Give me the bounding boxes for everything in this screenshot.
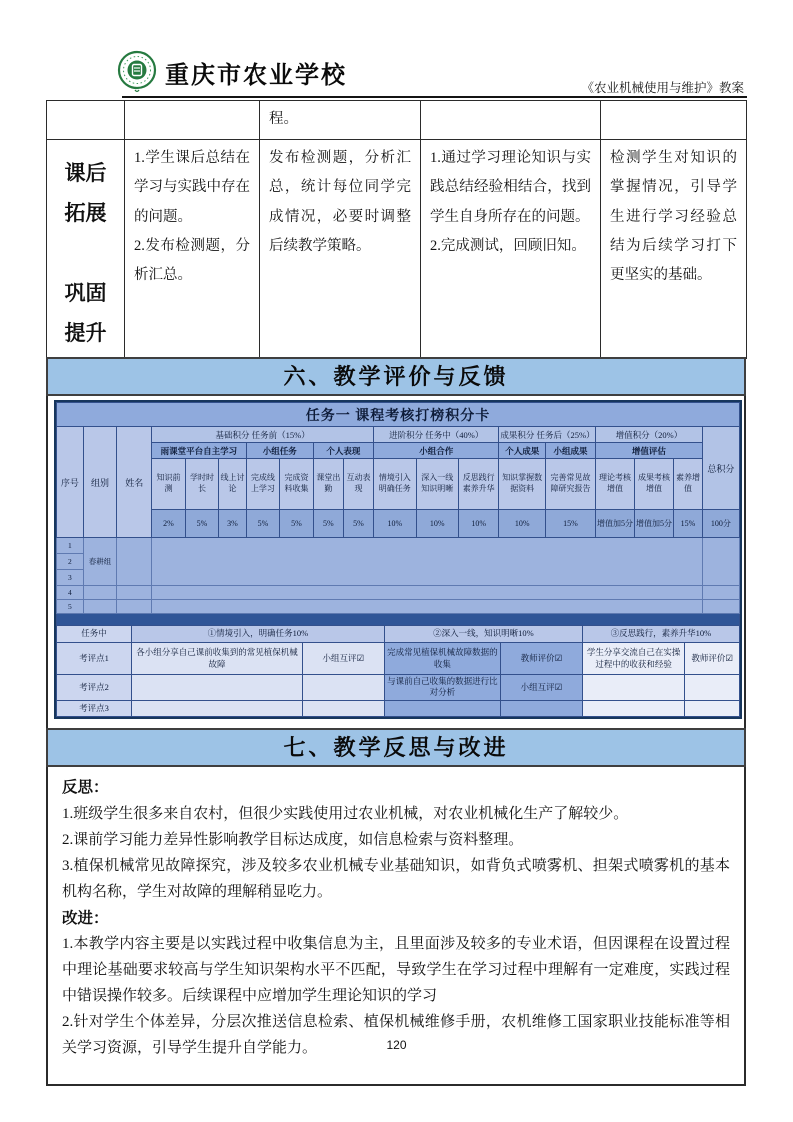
row-label-line: 拓展 — [64, 202, 107, 225]
empty-cell — [601, 101, 747, 140]
criteria-label: 深入一线知识明晰 — [416, 459, 458, 510]
table-row — [47, 140, 747, 359]
continuation-cell: 程。 — [260, 101, 421, 140]
total-cell — [702, 538, 739, 586]
assessment-evaluator — [685, 700, 740, 716]
group-header-basic: 基础积分 任务前（15%） — [152, 427, 374, 443]
criteria-weight: 增值加5分 — [595, 510, 634, 538]
school-name: 重庆市农业学校 — [165, 62, 347, 89]
page-content — [46, 100, 746, 1086]
row-label-line: 巩固 — [64, 282, 107, 305]
list-item: 2.完成测试，回顾旧知。 — [430, 237, 586, 254]
criteria-weight: 增值加5分 — [635, 510, 674, 538]
assessment-content — [582, 700, 684, 716]
col-header-total: 总积分 — [702, 427, 739, 510]
assessment-evaluator: 教师评价☑ — [500, 643, 582, 675]
assessment-content: 各小组分享自己课前收集到的常见植保机械故障 — [132, 643, 303, 675]
criteria-label: 线上讨论 — [219, 459, 246, 510]
group-name-cell — [83, 586, 117, 600]
criteria-weight: 2% — [152, 510, 186, 538]
sub-header: 增值评估 — [595, 443, 702, 459]
group-header-advanced: 进阶积分 任务中（40%） — [374, 427, 499, 443]
col-header-number: 序号 — [57, 427, 84, 538]
school-logo-icon — [116, 50, 158, 94]
sub-header: 个人成果 — [499, 443, 546, 459]
score-card-table — [56, 402, 740, 614]
assessment-point-row — [57, 700, 740, 716]
row-number: 3 — [57, 570, 84, 586]
assessment-points-table — [56, 625, 740, 717]
improve-item: 2.针对学生个体差异，分层次推送信息检索、植保机械维修手册，农机维修工国家职业技能标准等相关学习资源，引导学生提升自学能力。 — [62, 1014, 730, 1057]
teacher-activity-cell: 发布检测题，分析汇总，统计每位同学完成情况，必要时调整后续教学策略。 — [260, 140, 421, 359]
after-class-table — [46, 100, 747, 359]
assessment-evaluator: 小组互评☑ — [302, 643, 384, 675]
section-header-evaluation: 六、教学评价与反馈 — [46, 357, 746, 396]
assessment-evaluator — [302, 675, 384, 701]
criteria-label: 知识掌握数据资料 — [499, 459, 546, 510]
assessment-point-row — [57, 643, 740, 675]
criteria-label: 反思践行素养升华 — [458, 459, 498, 510]
row-label-gap — [56, 234, 115, 274]
phase-3: ③反思践行，素养升华10% — [582, 626, 739, 643]
reflect-item: 3.植保机械常见故障探究，涉及较多农业机械专业基础知识，如背负式喷雾机、担架式喷雾机的基本机构名称，学生对故障的理解稍显吃力。 — [62, 857, 730, 900]
score-card — [54, 400, 742, 719]
row-number: 5 — [57, 600, 84, 614]
student-activities-cell — [125, 140, 260, 359]
total-cell — [702, 586, 739, 600]
name-cell — [117, 538, 152, 586]
assessment-content: 学生分享交流自己在实操过程中的收获和经验 — [582, 643, 684, 675]
criteria-label: 完成线上学习 — [246, 459, 280, 510]
student-row — [57, 586, 740, 600]
card-divider-band — [56, 614, 740, 625]
assessment-content — [384, 700, 500, 716]
criteria-label: 课堂出勤 — [313, 459, 343, 510]
row-label-after-class — [47, 140, 125, 359]
criteria-label-row — [57, 459, 740, 510]
criteria-label: 理论考核增值 — [595, 459, 634, 510]
assessment-content: 与课前自己收集的数据进行比对分析 — [384, 675, 500, 701]
improve-item: 1.本教学内容主要是以实践过程中收集信息为主，且里面涉及较多的专业术语，但因课程在设置过程中理论基础要求较高与学生知识架构水平不匹配，导致学生在学习过程中理解有一定难度，实践过程中错误操作较多。后续课程中应增加学生理论知识的学习 — [62, 936, 730, 1005]
score-cells — [152, 538, 703, 586]
criteria-label: 素养增值 — [674, 459, 703, 510]
criteria-label: 互动表现 — [343, 459, 373, 510]
criteria-weight: 10% — [374, 510, 416, 538]
criteria-weight: 10% — [499, 510, 546, 538]
score-cells — [152, 600, 703, 614]
task-phase-label: 任务中 — [57, 626, 132, 643]
criteria-label: 知识前测 — [152, 459, 186, 510]
reflect-label: 反思： — [62, 778, 109, 796]
assessment-evaluator: 教师评价☑ — [685, 643, 740, 675]
evaluation-section-body — [46, 396, 746, 730]
group-name-cell: 春耕组 — [83, 538, 117, 586]
sub-header: 小组合作 — [374, 443, 499, 459]
criteria-weight: 5% — [313, 510, 343, 538]
reflect-item: 2.课前学习能力差异性影响教学目标达成度，如信息检索与资料整理。 — [62, 831, 524, 848]
sub-header: 小组成果 — [545, 443, 595, 459]
name-cell — [117, 600, 152, 614]
sub-header: 小组任务 — [246, 443, 313, 459]
score-cells — [152, 586, 703, 600]
col-header-name: 姓名 — [117, 427, 152, 538]
name-cell — [117, 586, 152, 600]
assessment-content: 完成常见植保机械故障数据的收集 — [384, 643, 500, 675]
document-title: 《农业机械使用与维护》教案 — [581, 81, 744, 95]
assessment-point-label: 考评点3 — [57, 700, 132, 716]
criteria-label: 完善常见故障研究报告 — [545, 459, 595, 510]
assessment-evaluator — [302, 700, 384, 716]
assessment-evaluator: 小组互评☑ — [500, 675, 582, 701]
criteria-label: 学时时长 — [185, 459, 219, 510]
task-phase-row — [57, 626, 740, 643]
criteria-weight: 3% — [219, 510, 246, 538]
list-item: 2.发布检测题，分析汇总。 — [134, 237, 250, 284]
list-item: 1.通过学习理论知识与实践总结经验相结合，找到学生自身所存在的问题。 — [430, 150, 591, 225]
sub-header: 雨课堂平台自主学习 — [152, 443, 246, 459]
sub-header-row — [57, 443, 740, 459]
empty-cell — [421, 101, 601, 140]
criteria-weight: 5% — [280, 510, 314, 538]
weight-row — [57, 510, 740, 538]
group-name-cell — [83, 600, 117, 614]
criteria-weight: 10% — [458, 510, 498, 538]
criteria-weight: 15% — [674, 510, 703, 538]
assessment-evaluator — [500, 700, 582, 716]
row-number: 4 — [57, 586, 84, 600]
row-label-line: 提升 — [64, 322, 107, 345]
phase-2: ②深入一线，知识明晰10% — [384, 626, 582, 643]
design-intent-cell: 检测学生对知识的掌握情况，引导学生进行学习经验总结为后续学习打下更坚实的基础。 — [601, 140, 747, 359]
criteria-weight: 5% — [185, 510, 219, 538]
empty-cell — [125, 101, 260, 140]
criteria-weight: 10% — [416, 510, 458, 538]
header-divider-line — [122, 96, 747, 98]
assessment-point-label: 考评点1 — [57, 643, 132, 675]
assessment-content — [132, 675, 303, 701]
total-cell — [702, 600, 739, 614]
criteria-label: 完成资料收集 — [280, 459, 314, 510]
score-card-title: 任务一 课程考核打榜积分卡 — [57, 403, 740, 427]
criteria-weight: 5% — [343, 510, 373, 538]
col-header-group: 组别 — [83, 427, 117, 538]
group-header-result: 成果积分 任务后（25%） — [499, 427, 596, 443]
assessment-content — [582, 675, 684, 701]
criteria-label: 情境引入明确任务 — [374, 459, 416, 510]
reflect-item: 1.班级学生很多来自农村，但很少实践使用过农业机械，对农业机械化生产了解较少。 — [62, 805, 629, 822]
criteria-weight: 5% — [246, 510, 280, 538]
page-number: 120 — [386, 1038, 407, 1052]
section-header-reflection: 七、教学反思与改进 — [46, 728, 746, 767]
total-value: 100分 — [702, 510, 739, 538]
page-header — [0, 0, 793, 100]
assessment-evaluator — [685, 675, 740, 701]
phase-1: ①情境引入，明确任务10% — [132, 626, 385, 643]
assessment-point-row — [57, 675, 740, 701]
row-number: 2 — [57, 554, 84, 570]
list-item: 1.学生课后总结在学习与实践中存在的问题。 — [134, 150, 250, 225]
empty-cell — [47, 101, 125, 140]
assessment-content — [132, 700, 303, 716]
row-number: 1 — [57, 538, 84, 554]
row-label-line: 课后 — [64, 162, 107, 185]
student-row — [57, 538, 740, 554]
group-header-row — [57, 427, 740, 443]
improve-label: 改进： — [62, 909, 109, 927]
table-row — [47, 101, 747, 140]
criteria-weight: 15% — [545, 510, 595, 538]
learning-points-cell — [421, 140, 601, 359]
student-row — [57, 600, 740, 614]
assessment-point-label: 考评点2 — [57, 675, 132, 701]
sub-header: 个人表现 — [313, 443, 373, 459]
school-brand — [116, 50, 347, 94]
group-header-value-added: 增值积分（20%） — [595, 427, 702, 443]
criteria-label: 成果考核增值 — [635, 459, 674, 510]
